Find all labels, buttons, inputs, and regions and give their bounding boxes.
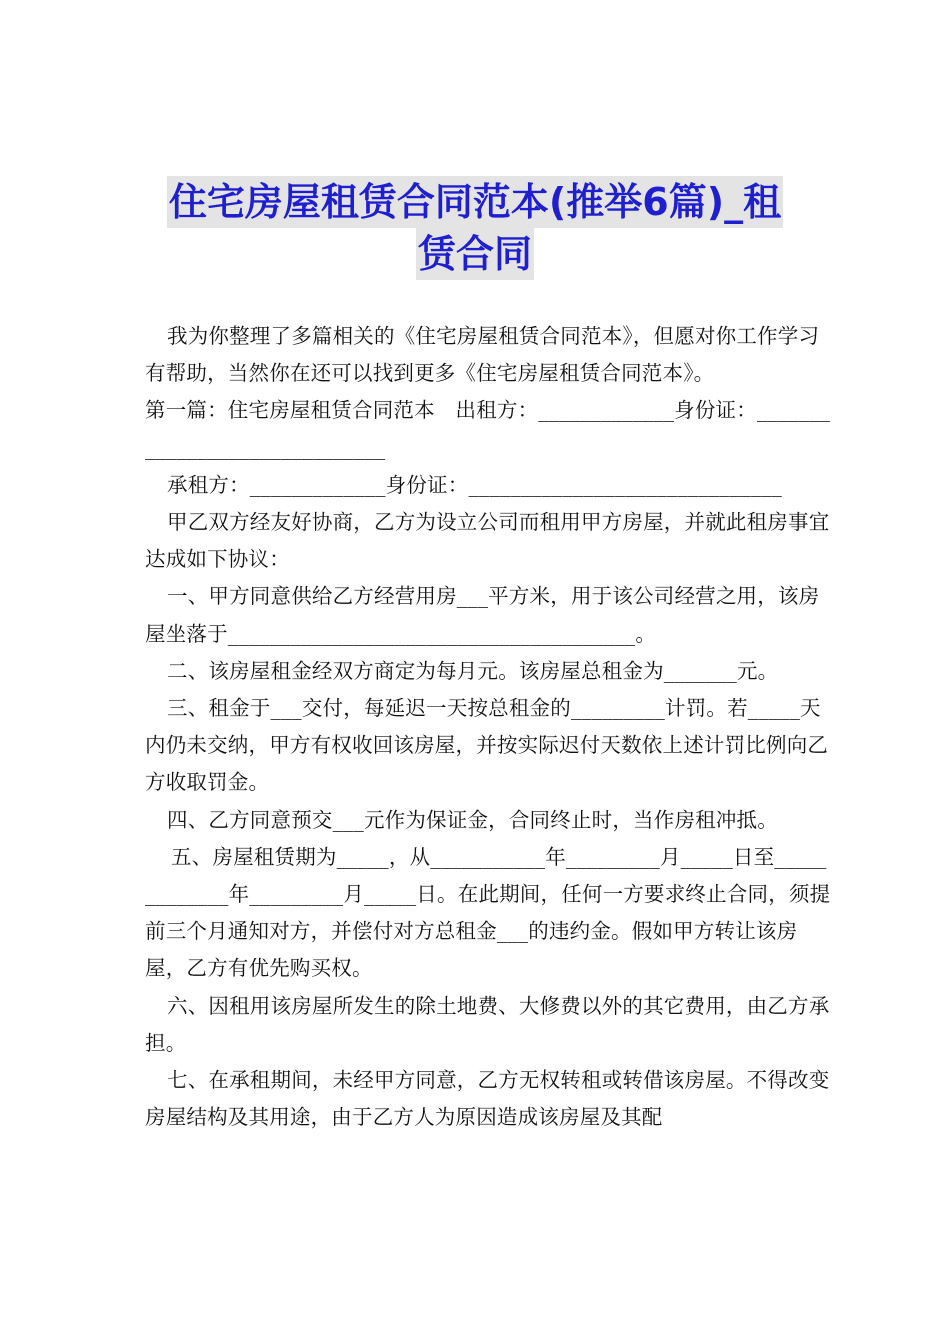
paragraph: 四、乙方同意预交___元作为保证金，合同终止时，当作房租冲抵。 — [167, 807, 778, 832]
document-body — [145, 318, 835, 1136]
paragraph: 二、该房屋租金经双方商定为每月元。该房屋总租金为_______元。 — [167, 658, 779, 683]
paragraph: 我为你整理了多篇相关的《住宅房屋租赁合同范本》，但愿对你工作学习有帮助，当然你在还可以找到更多《住宅房屋租赁合同范本》。 — [145, 324, 820, 386]
paragraph: 三、租金于___交付，每延迟一天按总租金的_________计罚。若_____天内仍未交纳，甲方有权收回该房屋，并按实际迟付天数依上述计罚比例向乙方收取罚金。 — [145, 696, 829, 795]
paragraph: 五、房屋租赁期为_____，从___________年_________月_____日至_____________年_________月_____日。在此期间，任何一方要求终止合同，须提前三个月通知对方，并偿付对方总租金___的违约金。假如甲方转让该房屋，乙方有优先购买权。 — [145, 844, 831, 981]
title-line-2: 赁合同 — [416, 228, 534, 280]
document-title — [0, 176, 950, 280]
paragraph: 承租方：_____________身份证：______________________________ — [167, 472, 782, 497]
paragraph: 六、因租用该房屋所发生的除土地费、大修费以外的其它费用，由乙方承担。 — [145, 993, 830, 1055]
paragraph: 七、在承租期间，未经甲方同意，乙方无权转租或转借该房屋。不得改变房屋结构及其用途，由于乙方人为原因造成该房屋及其配 — [145, 1068, 830, 1130]
paragraph: 第一篇：住宅房屋租赁合同范本 出租方：_____________身份证：______________________________ — [145, 398, 831, 460]
title-line-1: 住宅房屋租赁合同范本(推举6篇)_租 — [167, 176, 783, 228]
paragraph: 一、甲方同意供给乙方经营用房___平方米，用于该公司经营之用，该房屋坐落于_______________________________________。 — [145, 584, 820, 646]
paragraph: 甲乙双方经友好协商，乙方为设立公司而租用甲方房屋，并就此租房事宜达成如下协议： — [145, 510, 830, 572]
